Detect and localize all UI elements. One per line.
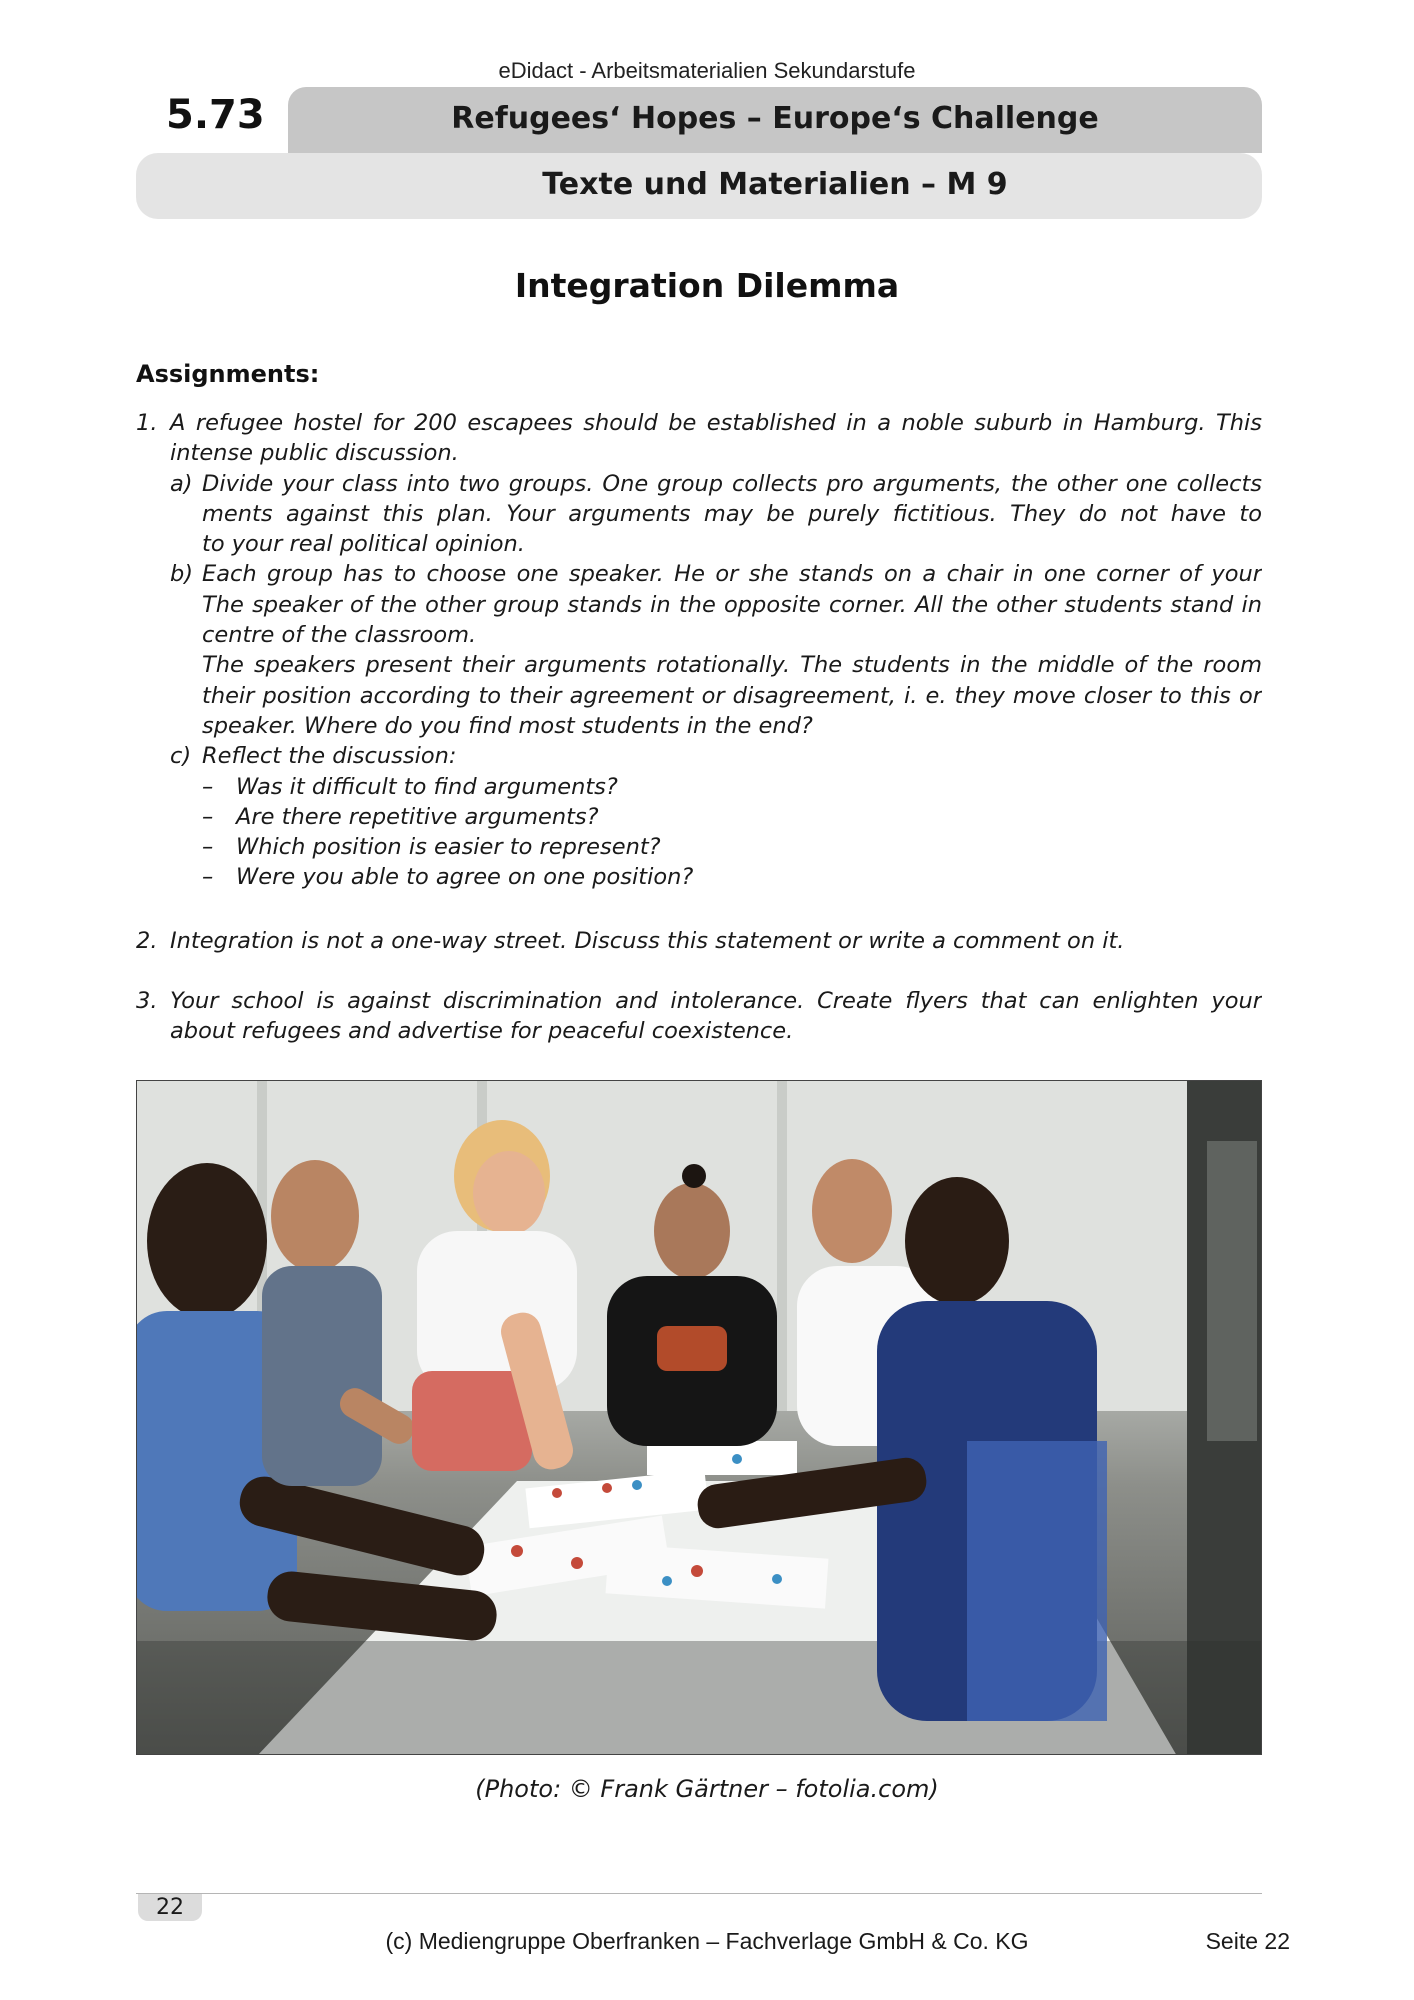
task-1c-bullet	[136, 802, 1262, 832]
task-1a-line-1: Divide your class into two groups. One group collects pro arguments, the other one collects	[202, 470, 1262, 497]
task-1c-bullet-1: Was it difficult to find arguments?	[236, 773, 618, 800]
task-1b-line-4: The speakers present their arguments rotationally. The students in the middle of the room	[202, 652, 1262, 679]
classroom-photo	[136, 1080, 1262, 1755]
dash-bullet: –	[202, 834, 214, 861]
task-1b-line-6: speaker. Where do you find most students in the end?	[202, 712, 813, 739]
task-1c-bullet	[136, 862, 1262, 892]
task-3	[136, 986, 1262, 1047]
task-1b-line-3: centre of the classroom.	[202, 622, 477, 649]
task-1a-line-2: ments against this plan. Your arguments may be purely fictitious. They do not have to	[202, 500, 1262, 527]
page-title: Integration Dilemma	[514, 266, 900, 305]
task-1	[136, 408, 1262, 893]
page-number-badge: 22	[138, 1894, 202, 1921]
task-3-line-2: about refugees and advertise for peaceful coexistence.	[170, 1018, 794, 1045]
task-1c-bullet-4: Were you able to agree on one position?	[236, 864, 694, 891]
task-1b-line-5: their position according to their agreement or disagreement, i. e. they move closer to this or	[202, 682, 1262, 709]
task-1c-bullet	[136, 772, 1262, 802]
task-2-line-1: Integration is not a one-way street. Discuss this statement or write a comment on it.	[170, 928, 1125, 954]
task-3-number: 3.	[136, 988, 158, 1014]
task-2-number: 2.	[136, 928, 158, 954]
dash-bullet: –	[202, 773, 214, 800]
task-1c-bullet	[136, 832, 1262, 862]
task-1c-bullet-2: Are there repetitive arguments?	[236, 803, 599, 830]
dash-bullet: –	[202, 864, 214, 891]
task-1c-line-1: Reflect the discussion:	[202, 743, 457, 770]
copyright-notice: (c) Mediengruppe Oberfranken – Fachverlage GmbH & Co. KG	[385, 1928, 1029, 1954]
task-1b-marker: b)	[170, 561, 194, 588]
task-1a-marker: a)	[170, 470, 193, 497]
chapter-number: 5.73	[166, 92, 265, 138]
page-label: Seite 22	[1205, 1928, 1290, 1954]
assignments-heading: Assignments:	[136, 360, 320, 388]
publisher-header: eDidact - Arbeitsmaterialien Sekundarstufe	[498, 58, 916, 83]
title-bar	[288, 87, 1262, 153]
task-1b-line-1: Each group has to choose one speaker. He or she stands on a chair in one corner of your	[202, 561, 1262, 588]
worksheet-title: Refugees‘ Hopes – Europe‘s Challenge	[451, 101, 1099, 136]
task-1-number: 1.	[136, 410, 158, 436]
footer-divider	[136, 1893, 1262, 1894]
task-1-line-2: intense public discussion.	[170, 440, 459, 467]
task-1b-line-2: The speaker of the other group stands in the opposite corner. All the other students stand in	[202, 591, 1262, 618]
subtitle-bar	[136, 153, 1262, 219]
worksheet-subtitle: Texte und Materialien – M 9	[542, 167, 1008, 202]
task-2	[136, 926, 1262, 956]
photo-caption: (Photo: © Frank Gärtner – fotolia.com)	[475, 1775, 939, 1803]
task-1c-marker: c)	[170, 743, 192, 770]
task-1-line-1: A refugee hostel for 200 escapees should be established in a noble suburb in Hamburg. This	[170, 410, 1262, 436]
dash-bullet: –	[202, 803, 214, 830]
task-1a-line-3: to your real political opinion.	[202, 531, 525, 558]
task-3-line-1: Your school is against discrimination and intolerance. Create flyers that can enlighten your	[170, 988, 1262, 1014]
task-1c-bullet-3: Which position is easier to represent?	[236, 834, 661, 861]
